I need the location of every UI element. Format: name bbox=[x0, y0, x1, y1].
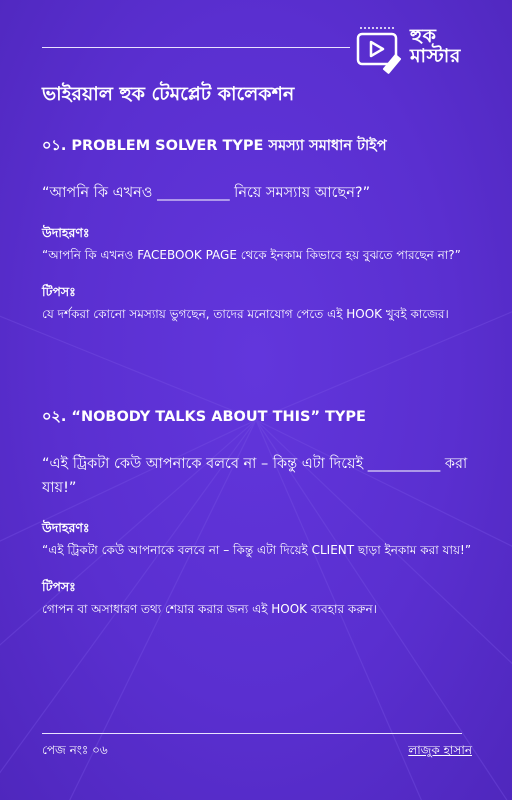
section-nobody-talks bbox=[42, 406, 472, 618]
section-heading: ০২. “NOBODY TALKS ABOUT THIS” TYPE bbox=[42, 409, 366, 425]
header-divider bbox=[42, 47, 350, 48]
hook-template: “এই ট্রিকটা কেউ আপনাকে বলবে না – কিন্তু এটা দিয়েই __________ করা যায়!” bbox=[42, 456, 468, 496]
page-title: ভাইরয়াল হুক টেমপ্লেট কালেকশন bbox=[42, 83, 295, 105]
section-problem-solver bbox=[42, 135, 472, 323]
tips-label: টিপসঃ bbox=[42, 284, 76, 299]
example-label: উদাহরণঃ bbox=[42, 225, 90, 240]
hook-template: “আপনি কি এখনও __________ নিয়ে সমস্যায় আছেন?” bbox=[42, 185, 371, 201]
page-number: পেজ নংঃ ০৬ bbox=[42, 743, 108, 757]
brand-name-line1: হুক bbox=[410, 25, 437, 47]
section-heading: ০১. PROBLEM SOLVER TYPE সমস্যা সমাধান টাইপ bbox=[42, 138, 387, 154]
video-play-pencil-icon bbox=[354, 24, 410, 76]
footer-divider bbox=[42, 733, 462, 734]
brand-name bbox=[410, 26, 461, 66]
tips-label: টিপসঃ bbox=[42, 579, 76, 594]
brand-logo bbox=[354, 24, 494, 80]
tips-text: গোপন বা অসাধারণ তথ্য শেয়ার করার জন্য এই HOOK ব্যবহার করুন। bbox=[42, 602, 377, 616]
example-label: উদাহরণঃ bbox=[42, 520, 90, 535]
brand-name-line2: মাস্টার bbox=[410, 45, 461, 67]
author-link[interactable]: লাজুক হাসান bbox=[408, 743, 472, 757]
tips-text: যে দর্শকরা কোনো সমস্যায় ভুগছেন, তাদের মনোযোগ পেতে এই HOOK খুবই কাজের। bbox=[42, 307, 449, 321]
example-text: “এই ট্রিকটা কেউ আপনাকে বলবে না – কিন্তু এটা দিয়েই CLIENT ছাড়া ইনকাম করা যায়!” bbox=[42, 543, 472, 557]
example-text: “আপনি কি এখনও FACEBOOK PAGE থেকে ইনকাম কিভাবে হয় বুঝতে পারছেন না?” bbox=[42, 248, 461, 262]
